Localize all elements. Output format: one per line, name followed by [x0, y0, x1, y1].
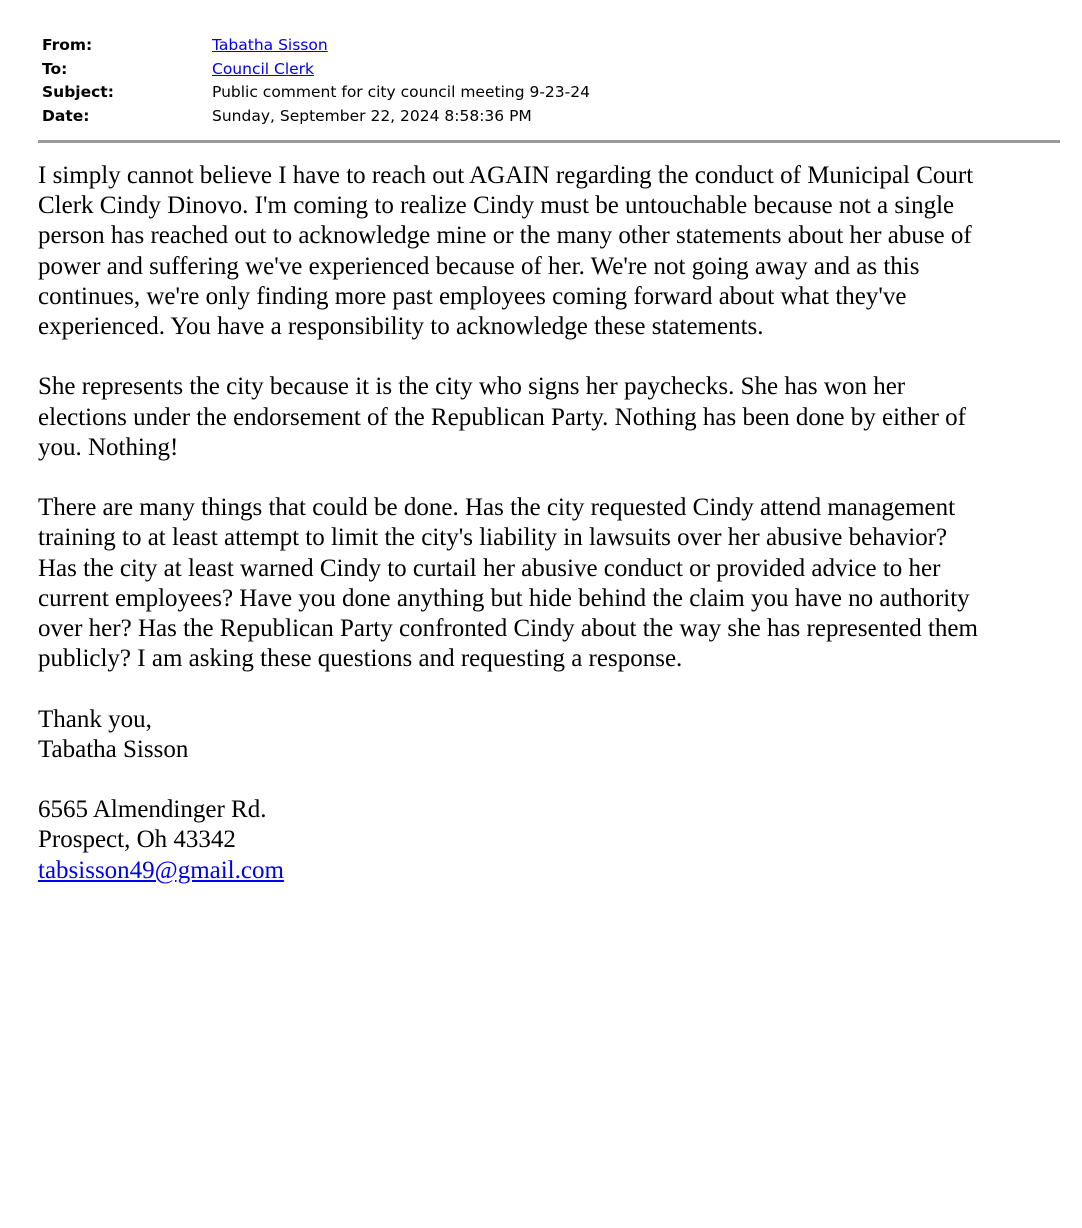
- email-address-link[interactable]: tabsisson49@gmail.com: [38, 856, 284, 884]
- body-paragraph-1: [38, 161, 1068, 342]
- body-paragraph-2: [38, 372, 1068, 463]
- paragraph-line: current employees? Have you done anything but hide behind the claim you have no authority: [38, 584, 970, 612]
- paragraph-line: power and suffering we've experienced because of her. We're not going away and as this: [38, 252, 920, 280]
- header-divider: [38, 140, 1060, 143]
- to-label: To:: [42, 59, 68, 78]
- paragraph-line: over her? Has the Republican Party confronted Cindy about the way she has represented them: [38, 615, 978, 643]
- signature-block: [38, 705, 1068, 765]
- paragraph-line: Has the city at least warned Cindy to curtail her abusive conduct or provided advice to her: [38, 554, 941, 582]
- paragraph-line: publicly? I am asking these questions and requesting a response.: [38, 645, 683, 673]
- body-paragraph-3: [38, 493, 1068, 674]
- address-city: Prospect, Oh 43342: [38, 826, 236, 854]
- paragraph-line: She represents the city because it is the city who signs her paychecks. She has won her: [38, 373, 906, 401]
- paragraph-line: elections under the endorsement of the Republican Party. Nothing has been done by either of: [38, 403, 966, 431]
- from-label: From:: [42, 36, 93, 54]
- email-header: [42, 35, 1042, 129]
- paragraph-line: training to at least attempt to limit the city's liability in lawsuits over her abusive behavior?: [38, 524, 948, 552]
- to-row: [42, 59, 1042, 83]
- paragraph-line: There are many things that could be done. Has the city requested Cindy attend management: [38, 494, 956, 522]
- date-row: [42, 106, 1042, 130]
- paragraph-line: Clerk Cindy Dinovo. I'm coming to realize Cindy must be untouchable because not a single: [38, 192, 955, 220]
- subject-label: Subject:: [42, 83, 114, 101]
- to-recipient-link[interactable]: Council Clerk: [212, 59, 315, 78]
- address-street: 6565 Almendinger Rd.: [38, 796, 267, 824]
- signature-name: Tabatha Sisson: [38, 735, 189, 763]
- email-body: [38, 161, 1068, 916]
- date-value: Sunday, September 22, 2024 8:58:36 PM: [212, 106, 532, 125]
- subject-value: Public comment for city council meeting 9-23-24: [212, 83, 590, 101]
- subject-row: [42, 82, 1042, 106]
- address-block: [38, 795, 1068, 886]
- closing-text: Thank you,: [38, 705, 152, 733]
- from-sender-link[interactable]: Tabatha Sisson: [212, 36, 328, 54]
- paragraph-line: person has reached out to acknowledge mine or the many other statements about her abuse of: [38, 222, 972, 250]
- from-row: [42, 35, 1042, 59]
- paragraph-line: continues, we're only finding more past employees coming forward about what they've: [38, 282, 907, 310]
- paragraph-line: experienced. You have a responsibility to acknowledge these statements.: [38, 313, 764, 341]
- date-label: Date:: [42, 106, 90, 125]
- paragraph-line: you. Nothing!: [38, 433, 179, 461]
- paragraph-line: I simply cannot believe I have to reach out AGAIN regarding the conduct of Municipal Court: [38, 162, 974, 189]
